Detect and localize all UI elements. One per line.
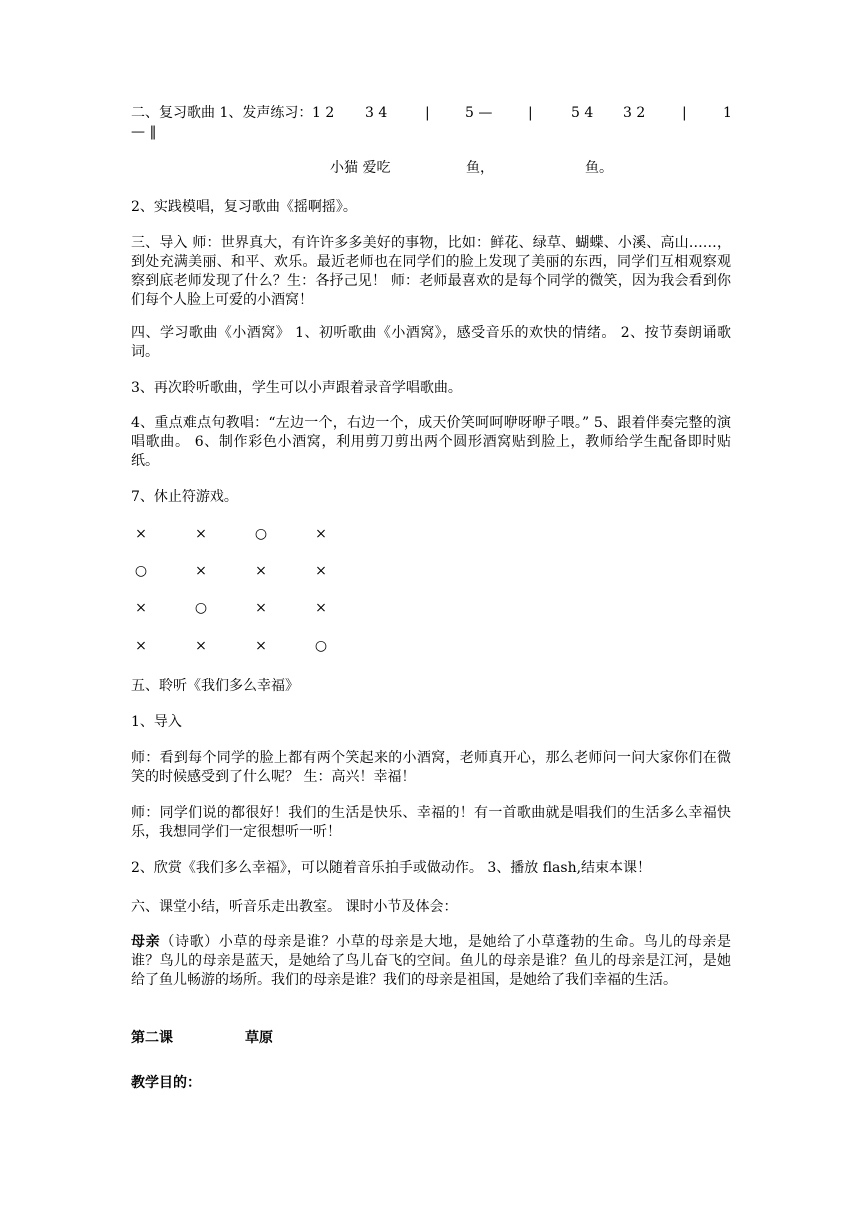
rest-game-row bbox=[131, 524, 431, 544]
section3-paragraph: 三、导入 师：世界真大，有许许多多美好的事物，比如：鲜花、绿草、蝴蝶、小溪、高山……，到处充满美丽、和平、欢乐。最近老师也在同学们的脸上发现了美丽的东西，同学们互相观察观察到底老师发现了什么？生：各抒己见！ 师：老师最喜欢的是每个同学的微笑，因为我会看到你们每个人脸上可爱的小酒窝！ bbox=[131, 235, 731, 308]
section2-heading: 二、复习歌曲 1、发声练习： bbox=[131, 105, 313, 121]
notation-note: 5 4 bbox=[571, 105, 594, 121]
lyric-text: 鱼， bbox=[466, 160, 494, 176]
rest-game-cell: × bbox=[195, 563, 207, 579]
poem-text: （诗歌）小草的母亲是谁？小草的母亲是大地，是她给了小草蓬勃的生命。鸟儿的母亲是谁？鸟儿的母亲是蓝天，是她给了鸟儿奋飞的空间。鱼儿的母亲是谁？鱼儿的母亲是江河，是她给了鱼儿畅游的场所。我们的母亲是谁？我们的母亲是祖国，是她给了我们幸福的生活。 bbox=[131, 934, 732, 988]
poem-title: 母亲 bbox=[131, 934, 161, 950]
section5-intro: 1、导入 bbox=[131, 714, 182, 730]
lesson2-label: 第二课 bbox=[131, 1030, 173, 1046]
notation-note: 1 bbox=[723, 105, 732, 121]
rest-game-cell: × bbox=[255, 563, 267, 579]
section2-heading-line bbox=[131, 103, 312, 123]
notation-note: 3 2 bbox=[623, 105, 646, 121]
rest-game-cell: × bbox=[315, 563, 327, 579]
section4-paragraph-3: 4、重点难点句教唱：“左边一个，右边一个，成天价笑呵呵咿呀咿子喂。” 5、跟着伴奏完整的演唱歌曲。 6、制作彩色小酒窝，利用剪刀剪出两个圆形酒窝贴到脸上，教师给学生配备即时贴纸。 bbox=[131, 415, 731, 469]
poem-paragraph bbox=[131, 933, 731, 990]
section4-paragraph-4: 7、休止符游戏。 bbox=[131, 489, 238, 505]
rest-game-cell: × bbox=[195, 638, 207, 654]
section5-paragraph-1: 师：看到每个同学的脸上都有两个笑起来的小酒窝，老师真开心，那么老师问一问大家你们在微笑的时候感受到了什么呢？ 生：高兴！幸福！ bbox=[131, 750, 731, 785]
rest-game-cell: ○ bbox=[134, 563, 148, 579]
rest-game-cell: ○ bbox=[314, 638, 328, 654]
notation-end: — ‖ bbox=[131, 124, 157, 140]
notation-note: 5 — bbox=[465, 105, 493, 121]
notation-note: 3 4 bbox=[365, 105, 388, 121]
rest-game-cell: ○ bbox=[254, 526, 268, 542]
section4-paragraph-2: 3、再次聆听歌曲，学生可以小声跟着录音学唱歌曲。 bbox=[131, 380, 462, 396]
rest-game-cell: × bbox=[195, 526, 207, 542]
rest-game-cell: × bbox=[315, 526, 327, 542]
rest-game-cell: × bbox=[255, 600, 267, 616]
rest-game-row bbox=[131, 598, 431, 618]
section5-heading: 五、聆听《我们多么幸福》 bbox=[131, 678, 299, 694]
rest-game-cell: × bbox=[135, 526, 147, 542]
rest-game-cell: × bbox=[135, 600, 147, 616]
notation-note: 1 2 bbox=[312, 105, 335, 121]
section4-paragraph-1: 四、学习歌曲《小酒窝》 1、初听歌曲《小酒窝》，感受音乐的欢快的情绪。 2、按节奏朗诵歌词。 bbox=[131, 325, 731, 360]
section2-practice: 2、实践模唱，复习歌曲《摇啊摇》。 bbox=[131, 199, 357, 215]
rest-game-cell: × bbox=[135, 638, 147, 654]
rest-game-row bbox=[131, 561, 431, 581]
notation-barline: | bbox=[682, 105, 687, 121]
lyric-text: 小猫 爱吃 bbox=[330, 160, 391, 176]
rest-game-cell: ○ bbox=[194, 600, 208, 616]
notation-barline: | bbox=[528, 105, 533, 121]
lesson2-title: 草原 bbox=[245, 1030, 273, 1046]
section5-paragraph-3: 2、欣赏《我们多么幸福》，可以随着音乐拍手或做动作。 3、播放 flash,结束本课！ bbox=[131, 860, 652, 876]
notation-barline: | bbox=[425, 105, 430, 121]
rest-game-cell: × bbox=[255, 638, 267, 654]
rest-game-row bbox=[131, 636, 431, 656]
lyric-text: 鱼。 bbox=[585, 160, 613, 176]
section5-paragraph-2: 师：同学们说的都很好！我们的生活是快乐、幸福的！有一首歌曲就是唱我们的生活多么幸福快乐，我想同学们一定很想听一听！ bbox=[131, 805, 731, 840]
rest-game-cell: × bbox=[315, 600, 327, 616]
section6-summary: 六、课堂小结，听音乐走出教室。 课时小节及体会： bbox=[131, 899, 458, 915]
lesson2-objective: 教学目的： bbox=[131, 1075, 201, 1091]
